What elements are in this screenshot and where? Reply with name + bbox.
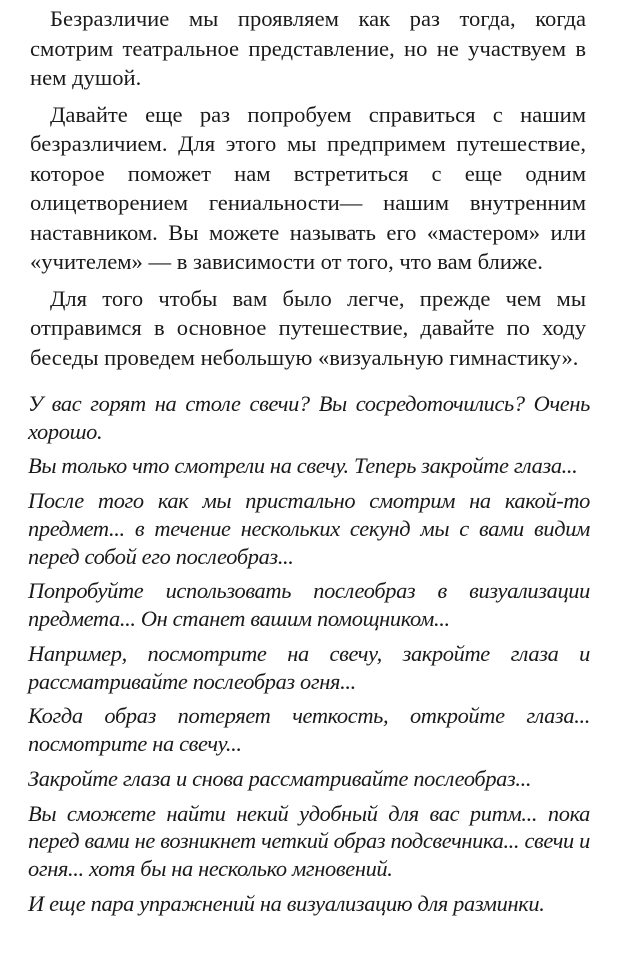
exercise-item: Вы только что смотрели на свечу. Теперь закройте глаза... bbox=[28, 453, 578, 479]
exercise-item: После того как мы пристально смотрим на какой-то предмет... в течение нескольких секунд мы с вами видим перед собой его послеобраз... bbox=[28, 488, 590, 569]
body-paragraph: Для того чтобы вам было легче, прежде чем мы отправимся в основное путешествие, давайте по ходу беседы проведем небольшую «визуальную гимнастику». bbox=[30, 285, 586, 370]
body-paragraph: Давайте еще раз попробуем справиться с нашим безразличием. Для этого мы предпримем путешествие, которое поможет нам встретиться с еще одним олицетворением гениальности— нашим внутренним наставником. Вы можете называть его «мастером» или «учителем» — в зависимости от того, что вам ближе. bbox=[30, 101, 586, 274]
exercise-item: И еще пара упражнений на визуализацию для разминки. bbox=[28, 890, 545, 916]
exercise-item: У вас горят на столе свечи? Вы сосредоточились? Очень хорошо. bbox=[28, 391, 590, 444]
exercise-block bbox=[28, 390, 590, 917]
exercise-item: Попробуйте использовать послеобраз в визуализации предмета... Он станет вашим помощником... bbox=[28, 578, 590, 632]
body-paragraph: Безразличие мы проявляем как раз тогда, когда смотрим театральное представление, но не участвуем в нем душой. bbox=[30, 6, 586, 90]
exercise-item: Когда образ потеряет четкость, откройте глаза... посмотрите на свечу... bbox=[28, 703, 590, 757]
exercise-item: Вы сможете найти некий удобный для вас ритм... пока перед вами не возникнет четкий образ подсвечника... свечи и огня... хотя бы на несколько мгновений. bbox=[28, 800, 590, 881]
exercise-item: Закройте глаза и снова рассматривайте послеобраз... bbox=[28, 765, 532, 791]
exercise-item: Например, посмотрите на свечу, закройте глаза и рассматривайте послеобраз огня... bbox=[28, 640, 590, 694]
